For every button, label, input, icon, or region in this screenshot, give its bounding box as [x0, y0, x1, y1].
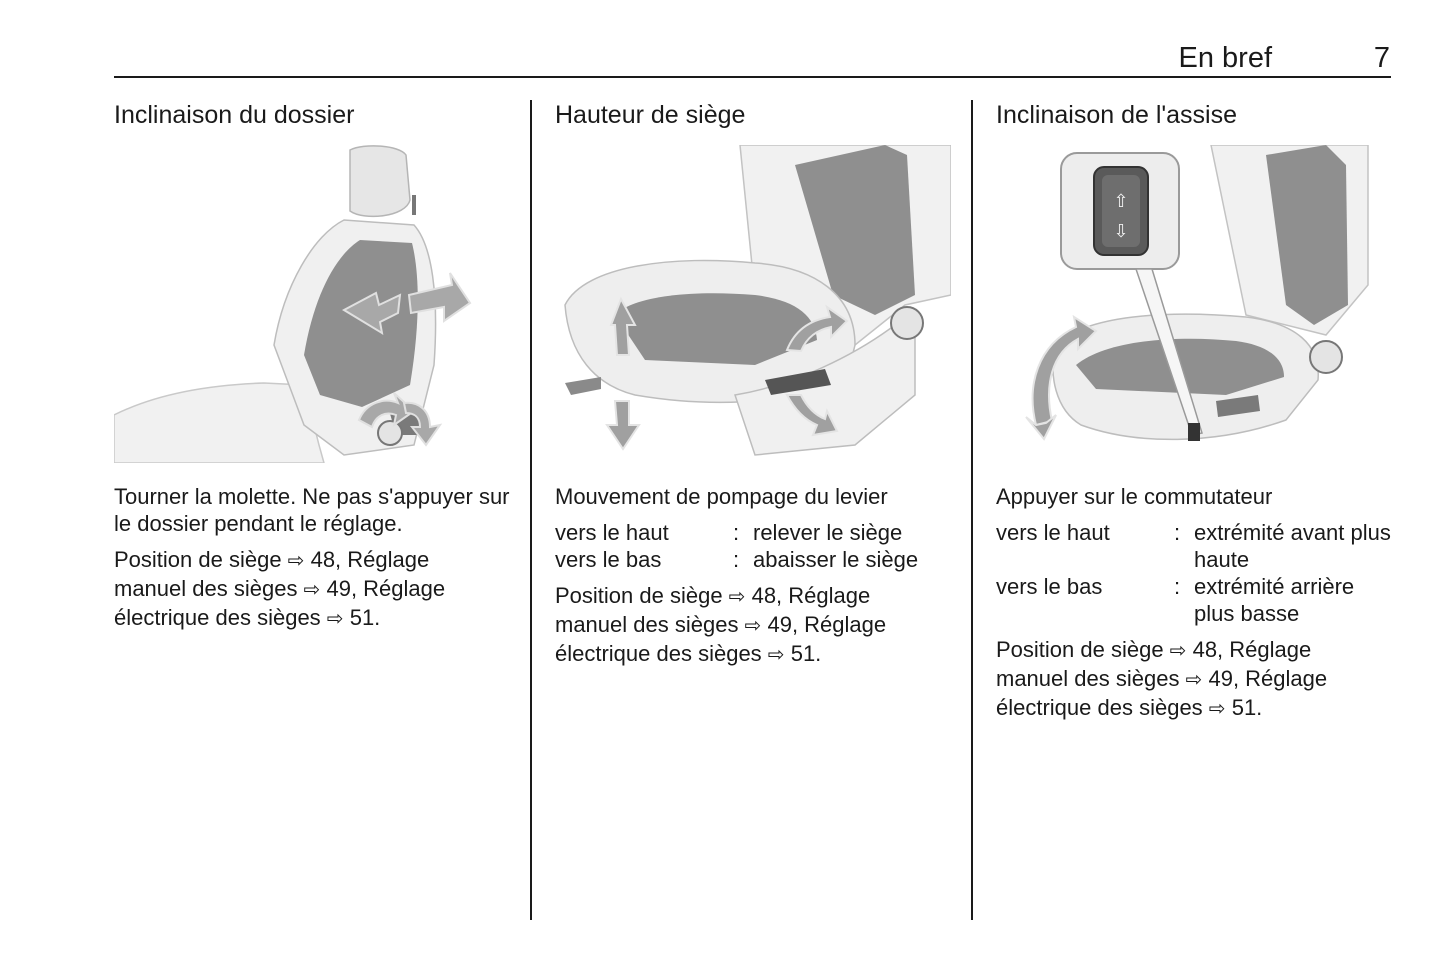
cross-references — [114, 546, 514, 633]
column-backrest-recline — [114, 98, 510, 630]
definition-row — [555, 546, 955, 573]
column-cushion-tilt — [996, 98, 1391, 720]
cross-references — [996, 636, 1396, 723]
column-title: Inclinaison du dossier — [114, 101, 355, 129]
column-seat-height — [555, 98, 919, 666]
definition-list — [555, 519, 955, 573]
column-text — [555, 483, 955, 678]
ref-link[interactable]: 48, Réglage — [1192, 637, 1312, 662]
definition-separator: : — [733, 520, 740, 545]
ref-label: électrique des sièges — [996, 695, 1203, 720]
column-divider — [971, 100, 973, 920]
cross-references — [555, 582, 955, 669]
page-number: 7 — [1373, 42, 1390, 74]
cross-reference-arrow-icon: ⇨ — [287, 550, 305, 572]
ref-label: manuel des sièges — [114, 576, 298, 601]
seat-cushion-illustration — [996, 145, 1392, 463]
seat-cushion-tilt-switch-illustration — [996, 145, 1392, 463]
definition-list — [996, 519, 1396, 627]
cross-reference-arrow-icon: ⇨ — [728, 586, 746, 608]
cross-reference-arrow-icon: ⇨ — [1208, 698, 1226, 720]
definition-term: vers le bas — [555, 547, 662, 572]
definition-row — [996, 519, 1396, 573]
definition-term: vers le haut — [996, 520, 1110, 545]
cross-reference-arrow-icon: ⇨ — [767, 644, 785, 666]
ref-link[interactable]: 49, Réglage — [326, 576, 446, 601]
cross-reference-arrow-icon: ⇨ — [303, 579, 321, 601]
ref-link[interactable]: 48, Réglage — [310, 547, 430, 572]
definition-value: relever le siège — [753, 520, 903, 545]
cross-reference-arrow-icon: ⇨ — [1185, 669, 1203, 691]
definition-separator: : — [1174, 520, 1181, 545]
ref-label: manuel des sièges — [555, 612, 739, 637]
ref-label: Position de siège — [114, 547, 282, 572]
seat-backrest-recline-illustration — [114, 145, 510, 463]
ref-link[interactable]: 49, Réglage — [1208, 666, 1328, 691]
column-title: Inclinaison de l'assise — [996, 101, 1238, 129]
instruction-text: Mouvement de pompage du levier — [555, 484, 888, 509]
header-rule — [114, 76, 1391, 78]
definition-value: extrémité avant plus haute — [1194, 520, 1391, 572]
seat-backrest-illustration — [114, 145, 510, 463]
ref-link[interactable]: 51. — [790, 641, 822, 666]
definition-separator: : — [1174, 574, 1181, 599]
ref-label: Position de siège — [555, 583, 723, 608]
definition-row — [555, 519, 955, 546]
instruction-text: Appuyer sur le commutateur — [996, 484, 1273, 509]
column-title: Hauteur de siège — [555, 101, 746, 129]
definition-separator: : — [733, 547, 740, 572]
definition-value: extrémité arrière plus basse — [1194, 574, 1355, 626]
instruction-text: Tourner la molette. Ne pas s'appuyer sur le dossier pendant le réglage. — [114, 484, 510, 536]
seat-height-lever-illustration — [555, 145, 951, 463]
ref-label: électrique des sièges — [555, 641, 762, 666]
cross-reference-arrow-icon: ⇨ — [1169, 640, 1187, 662]
column-divider — [530, 100, 532, 920]
seat-height-illustration — [555, 145, 951, 463]
ref-link[interactable]: 51. — [349, 605, 381, 630]
ref-link[interactable]: 49, Réglage — [767, 612, 887, 637]
definition-term: vers le bas — [996, 574, 1103, 599]
ref-link[interactable]: 48, Réglage — [751, 583, 871, 608]
cross-reference-arrow-icon: ⇨ — [326, 608, 344, 630]
definition-term: vers le haut — [555, 520, 669, 545]
cross-reference-arrow-icon: ⇨ — [744, 615, 762, 637]
column-text — [996, 483, 1396, 732]
column-text — [114, 483, 514, 642]
ref-label: électrique des sièges — [114, 605, 321, 630]
ref-link[interactable]: 51. — [1231, 695, 1263, 720]
section-title: En bref — [1178, 42, 1272, 74]
ref-label: Position de siège — [996, 637, 1164, 662]
definition-row — [996, 573, 1396, 627]
definition-value: abaisser le siège — [753, 547, 919, 572]
svg-text:⇧: ⇧ — [1113, 191, 1129, 212]
ref-label: manuel des sièges — [996, 666, 1180, 691]
svg-text:⇩: ⇩ — [1113, 221, 1129, 242]
